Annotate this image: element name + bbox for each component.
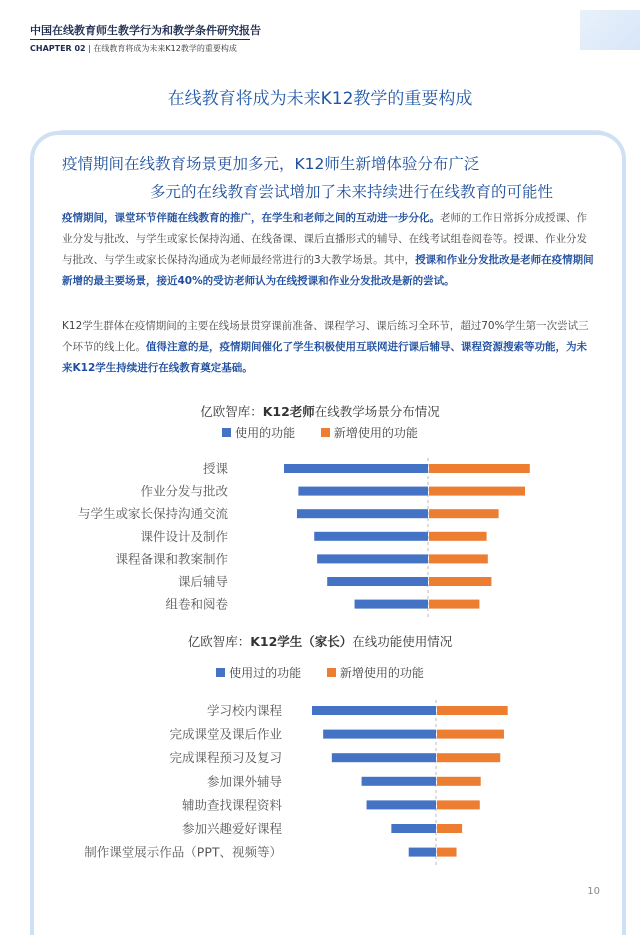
chart-2-category-label-2: 完成课程预习及复习 <box>169 750 282 766</box>
legend-swatch-used <box>222 428 231 437</box>
chart-1-bar-used-2 <box>297 509 428 518</box>
chapter-title: 在线教育将成为未来K12教学的重要构成 <box>93 44 237 53</box>
chart-2-category-label-1: 完成课堂及课后作业 <box>169 726 282 742</box>
chart-1-category-label-1: 作业分发与批改 <box>140 483 228 499</box>
chart-1-category-label-4: 课程备课和教案制作 <box>115 551 228 567</box>
chart-1-bar-new-1 <box>429 487 525 496</box>
chart-1-legend-new: 新增使用的功能 <box>333 426 418 440</box>
para1-highlight-2: 授课和作业分发批改是老师在疫情期间新增的最主要场景，接近40%的受访老师认为在线授课和作业分发批改是新的尝试。 <box>62 254 594 287</box>
chart-2-bar-used-2 <box>332 753 436 762</box>
chart-2-bar-new-1 <box>437 730 504 739</box>
header-rule <box>30 39 250 40</box>
chart-1-bar-new-4 <box>429 554 488 563</box>
chart-2-category-label-5: 参加兴趣爱好课程 <box>181 821 282 836</box>
chart-2-category-label-6: 制作课堂展示作品（PPT、视频等） <box>84 844 282 860</box>
chart-1-title <box>0 402 640 420</box>
chart-1-bar-used-3 <box>314 532 428 541</box>
paragraph-students <box>62 316 594 379</box>
legend-swatch-new <box>327 668 336 677</box>
chart-1-category-label-0: 授课 <box>202 461 228 476</box>
chart-2-title-prefix: 亿欧智库： <box>187 634 251 649</box>
chart-2-bar-used-4 <box>367 800 436 809</box>
chart-1-bar-new-5 <box>429 577 491 586</box>
chart-2-title <box>0 632 640 650</box>
chart-1-bar-used-0 <box>284 464 428 473</box>
chart-1-title-prefix: 亿欧智库： <box>200 404 263 419</box>
paragraph-teachers <box>62 208 594 292</box>
chart-1-bar-new-2 <box>429 509 499 518</box>
chart-1-category-label-5: 课后辅导 <box>177 574 228 589</box>
report-title: 中国在线教育师生教学行为和教学条件研究报告 <box>30 24 261 37</box>
chart-2-bar-new-2 <box>437 753 500 762</box>
chart-2-bar-used-0 <box>312 706 436 715</box>
chart-2-legend-new: 新增使用的功能 <box>339 666 424 680</box>
chart-2-legend-used: 使用过的功能 <box>229 666 302 680</box>
chart-1-bar-new-6 <box>429 600 479 609</box>
para2-text: K12学生群体在疫情期间的主要在线场景贯穿课前准备、课程学习、课后练习全环节，超过70%学生第一次尝试三个环节的线上化。 <box>62 320 589 353</box>
chart-1-legend <box>0 424 640 441</box>
chart-1-title-suffix: 在线教学场景分布情况 <box>314 404 440 419</box>
subheading-2: 多元的在线教育尝试增加了未来持续进行在线教育的可能性 <box>150 183 554 201</box>
chart-2-students <box>0 696 640 866</box>
chart-2-bar-new-3 <box>437 777 481 786</box>
chart-1-category-label-2: 与学生或家长保持沟通交流 <box>77 506 228 522</box>
chapter-label: CHAPTER 02 <box>30 44 86 53</box>
chart-2-title-bold: K12学生（家长） <box>250 634 353 649</box>
chart-2-legend <box>0 664 640 681</box>
chart-2-bar-used-1 <box>323 730 436 739</box>
chart-2-category-label-0: 学习校内课程 <box>206 703 282 718</box>
para1-highlight-1: 疫情期间，课堂环节伴随在线教育的推广，在学生和老师之间的互动进一步分化。 <box>62 212 440 224</box>
chart-1-bar-used-1 <box>298 487 428 496</box>
chart-1-bar-used-6 <box>355 600 428 609</box>
chart-1-teachers <box>0 450 640 620</box>
chart-2-bar-new-0 <box>437 706 508 715</box>
chart-1-category-label-6: 组卷和阅卷 <box>165 596 228 612</box>
chart-2-bar-used-3 <box>362 777 436 786</box>
chart-2-bar-new-6 <box>437 848 457 857</box>
header-decoration <box>580 10 640 50</box>
chart-1-bar-new-0 <box>429 464 530 473</box>
chart-1-bar-used-4 <box>317 554 428 563</box>
chart-2-bar-new-4 <box>437 800 480 809</box>
chart-1-title-bold: K12老师 <box>262 404 315 419</box>
chart-2-bar-new-5 <box>437 824 462 833</box>
chart-2-bar-used-5 <box>391 824 436 833</box>
page-heading: 在线教育将成为未来K12教学的重要构成 <box>167 89 473 109</box>
chart-2-title-suffix: 在线功能使用情况 <box>352 634 453 649</box>
legend-swatch-new <box>321 428 330 437</box>
para1-text: 老师的工作日常拆分成授课、作业分发与批改、与学生或家长保持沟通、在线备课、课后直播形式的辅导、在线考试组卷阅卷等。授课、作业分发与批改、与学生或家长保持沟通成为老师最经常进行的3大教学场景。其中， <box>62 212 587 266</box>
chart-1-bar-new-3 <box>429 532 487 541</box>
chart-1-bar-used-5 <box>327 577 428 586</box>
chart-2-category-label-4: 辅助查找课程资料 <box>181 797 282 813</box>
page-number: 10 <box>587 886 600 897</box>
chart-1-category-label-3: 课件设计及制作 <box>140 528 228 544</box>
chart-2-category-label-3: 参加课外辅导 <box>206 773 282 789</box>
chapter-breadcrumb <box>30 43 237 54</box>
chart-1-legend-used: 使用的功能 <box>235 426 296 440</box>
legend-swatch-used <box>216 668 225 677</box>
subheading-1: 疫情期间在线教育场景更加多元，K12师生新增体验分布广泛 <box>62 155 480 173</box>
chart-2-bar-used-6 <box>409 848 436 857</box>
para2-highlight: 值得注意的是，疫情期间催化了学生积极使用互联网进行课后辅导、课程资源搜索等功能，为未来K12学生持续进行在线教育奠定基础。 <box>62 341 587 374</box>
chapter-separator: | <box>88 44 91 53</box>
